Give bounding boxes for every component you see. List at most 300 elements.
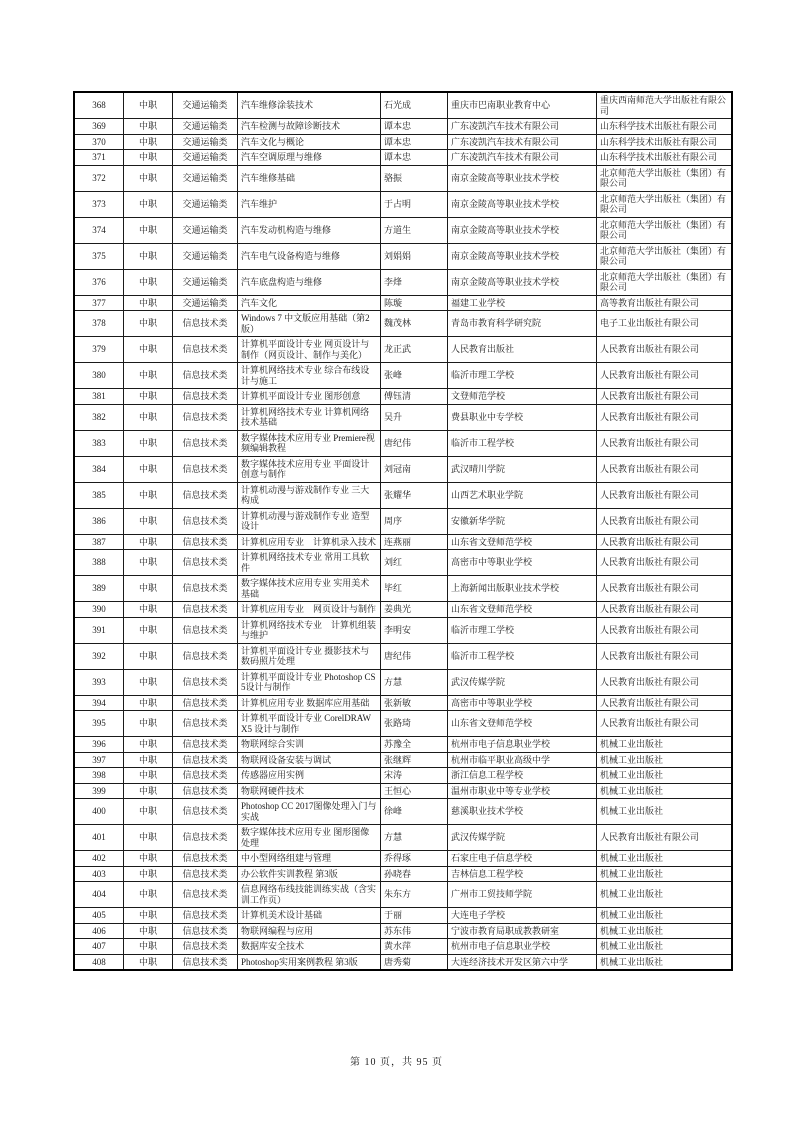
level-cell: 中职 bbox=[124, 939, 173, 955]
author-cell: 张新敏 bbox=[381, 695, 448, 711]
author-cell: 刘冠南 bbox=[381, 456, 448, 482]
category-cell: 信息技术类 bbox=[173, 534, 238, 550]
category-cell: 信息技术类 bbox=[173, 602, 238, 618]
unit-cell: 安徽新华学院 bbox=[448, 508, 597, 534]
title-cell: 计算机动漫与游戏制作专业 造型设计 bbox=[238, 508, 381, 534]
author-cell: 陈璇 bbox=[381, 295, 448, 311]
unit-cell: 重庆市巴南职业教育中心 bbox=[448, 92, 597, 119]
publisher-cell: 人民教育出版社有限公司 bbox=[597, 550, 733, 576]
title-cell: 中小型网络组建与管理 bbox=[238, 851, 381, 867]
unit-cell: 文登师范学校 bbox=[448, 389, 597, 405]
table-row bbox=[74, 954, 732, 970]
author-cell: 方道生 bbox=[381, 217, 448, 243]
level-cell: 中职 bbox=[124, 752, 173, 768]
title-cell: 汽车空调原理与维修 bbox=[238, 150, 381, 166]
level-cell: 中职 bbox=[124, 404, 173, 430]
category-cell: 交通运输类 bbox=[173, 92, 238, 119]
title-cell: 计算机平面设计专业 摄影技术与数码照片处理 bbox=[238, 643, 381, 669]
level-cell: 中职 bbox=[124, 295, 173, 311]
publisher-cell: 人民教育出版社有限公司 bbox=[597, 576, 733, 602]
publisher-cell: 人民教育出版社有限公司 bbox=[597, 430, 733, 456]
table-row bbox=[74, 534, 732, 550]
table-row bbox=[74, 602, 732, 618]
row-number-cell: 372 bbox=[74, 165, 124, 191]
table-row bbox=[74, 576, 732, 602]
author-cell: 谭本忠 bbox=[381, 134, 448, 150]
row-number-cell: 404 bbox=[74, 882, 124, 908]
level-cell: 中职 bbox=[124, 337, 173, 363]
title-cell: 数据库安全技术 bbox=[238, 939, 381, 955]
row-number-cell: 378 bbox=[74, 311, 124, 337]
level-cell: 中职 bbox=[124, 482, 173, 508]
author-cell: 姜典光 bbox=[381, 602, 448, 618]
row-number-cell: 406 bbox=[74, 923, 124, 939]
unit-cell: 高密市中等职业学校 bbox=[448, 550, 597, 576]
publisher-cell: 人民教育出版社有限公司 bbox=[597, 711, 733, 737]
unit-cell: 山东省文登师范学校 bbox=[448, 711, 597, 737]
title-cell: 信息网络布线技能训练实战（含实训工作页） bbox=[238, 882, 381, 908]
table-row bbox=[74, 389, 732, 405]
publisher-cell: 机械工业出版社 bbox=[597, 882, 733, 908]
category-cell: 信息技术类 bbox=[173, 337, 238, 363]
publisher-cell: 北京师范大学出版社（集团）有限公司 bbox=[597, 191, 733, 217]
publisher-cell: 人民教育出版社有限公司 bbox=[597, 617, 733, 643]
title-cell: 计算机平面设计专业 网页设计与制作（网页设计、制作与美化） bbox=[238, 337, 381, 363]
level-cell: 中职 bbox=[124, 150, 173, 166]
publisher-cell: 机械工业出版社 bbox=[597, 866, 733, 882]
row-number-cell: 387 bbox=[74, 534, 124, 550]
category-cell: 信息技术类 bbox=[173, 954, 238, 970]
author-cell: 骆振 bbox=[381, 165, 448, 191]
publisher-cell: 山东科学技术出版社有限公司 bbox=[597, 150, 733, 166]
table-row bbox=[74, 456, 732, 482]
table-row bbox=[74, 508, 732, 534]
table-row bbox=[74, 768, 732, 784]
publisher-cell: 机械工业出版社 bbox=[597, 923, 733, 939]
row-number-cell: 376 bbox=[74, 269, 124, 295]
level-cell: 中职 bbox=[124, 363, 173, 389]
table-row bbox=[74, 923, 732, 939]
title-cell: 计算机美术设计基础 bbox=[238, 908, 381, 924]
title-cell: 计算机平面设计专业 Photoshop CS5设计与制作 bbox=[238, 669, 381, 695]
table-row bbox=[74, 752, 732, 768]
row-number-cell: 396 bbox=[74, 737, 124, 753]
unit-cell: 广东凌凯汽车技术有限公司 bbox=[448, 134, 597, 150]
title-cell: 计算机网络技术专业 常用工具软件 bbox=[238, 550, 381, 576]
unit-cell: 武汉传媒学院 bbox=[448, 669, 597, 695]
title-cell: 汽车底盘构造与维修 bbox=[238, 269, 381, 295]
row-number-cell: 393 bbox=[74, 669, 124, 695]
unit-cell: 南京金陵高等职业技术学校 bbox=[448, 217, 597, 243]
level-cell: 中职 bbox=[124, 534, 173, 550]
title-cell: 传感器应用实例 bbox=[238, 768, 381, 784]
unit-cell: 石家庄电子信息学校 bbox=[448, 851, 597, 867]
author-cell: 乔得琢 bbox=[381, 851, 448, 867]
category-cell: 交通运输类 bbox=[173, 269, 238, 295]
table-row bbox=[74, 295, 732, 311]
unit-cell: 浙江信息工程学校 bbox=[448, 768, 597, 784]
level-cell: 中职 bbox=[124, 269, 173, 295]
row-number-cell: 389 bbox=[74, 576, 124, 602]
table-row bbox=[74, 165, 732, 191]
row-number-cell: 408 bbox=[74, 954, 124, 970]
row-number-cell: 373 bbox=[74, 191, 124, 217]
author-cell: 黄水萍 bbox=[381, 939, 448, 955]
table-row bbox=[74, 119, 732, 135]
row-number-cell: 374 bbox=[74, 217, 124, 243]
level-cell: 中职 bbox=[124, 430, 173, 456]
publisher-cell: 北京师范大学出版社（集团）有限公司 bbox=[597, 165, 733, 191]
publisher-cell: 机械工业出版社 bbox=[597, 768, 733, 784]
level-cell: 中职 bbox=[124, 783, 173, 799]
table-row bbox=[74, 882, 732, 908]
row-number-cell: 381 bbox=[74, 389, 124, 405]
title-cell: 数字媒体技术应用专业 平面设计创意与制作 bbox=[238, 456, 381, 482]
level-cell: 中职 bbox=[124, 825, 173, 851]
row-number-cell: 385 bbox=[74, 482, 124, 508]
table-row bbox=[74, 191, 732, 217]
table-row bbox=[74, 363, 732, 389]
level-cell: 中职 bbox=[124, 768, 173, 784]
category-cell: 信息技术类 bbox=[173, 669, 238, 695]
textbook-catalog-table bbox=[73, 91, 733, 971]
category-cell: 交通运输类 bbox=[173, 150, 238, 166]
publisher-cell: 机械工业出版社 bbox=[597, 783, 733, 799]
unit-cell: 杭州市电子信息职业学校 bbox=[448, 737, 597, 753]
table-row bbox=[74, 430, 732, 456]
level-cell: 中职 bbox=[124, 92, 173, 119]
row-number-cell: 398 bbox=[74, 768, 124, 784]
level-cell: 中职 bbox=[124, 165, 173, 191]
author-cell: 周序 bbox=[381, 508, 448, 534]
table-row bbox=[74, 669, 732, 695]
unit-cell: 临沂市理工学校 bbox=[448, 617, 597, 643]
author-cell: 张耀华 bbox=[381, 482, 448, 508]
row-number-cell: 370 bbox=[74, 134, 124, 150]
unit-cell: 青岛市教育科学研究院 bbox=[448, 311, 597, 337]
author-cell: 毕红 bbox=[381, 576, 448, 602]
category-cell: 信息技术类 bbox=[173, 939, 238, 955]
unit-cell: 福建工业学校 bbox=[448, 295, 597, 311]
category-cell: 交通运输类 bbox=[173, 191, 238, 217]
title-cell: Windows 7 中文版应用基础（第2版） bbox=[238, 311, 381, 337]
level-cell: 中职 bbox=[124, 643, 173, 669]
author-cell: 宋涛 bbox=[381, 768, 448, 784]
unit-cell: 温州市职业中等专业学校 bbox=[448, 783, 597, 799]
row-number-cell: 407 bbox=[74, 939, 124, 955]
author-cell: 唐秀菊 bbox=[381, 954, 448, 970]
title-cell: 计算机应用专业 计算机录入技术 bbox=[238, 534, 381, 550]
table-row bbox=[74, 799, 732, 825]
publisher-cell: 北京师范大学出版社（集团）有限公司 bbox=[597, 217, 733, 243]
author-cell: 张峰 bbox=[381, 363, 448, 389]
unit-cell: 临沂市工程学校 bbox=[448, 430, 597, 456]
publisher-cell: 机械工业出版社 bbox=[597, 799, 733, 825]
category-cell: 信息技术类 bbox=[173, 363, 238, 389]
publisher-cell: 机械工业出版社 bbox=[597, 939, 733, 955]
table-row bbox=[74, 311, 732, 337]
publisher-cell: 北京师范大学出版社（集团）有限公司 bbox=[597, 243, 733, 269]
title-cell: 汽车发动机构造与维修 bbox=[238, 217, 381, 243]
row-number-cell: 390 bbox=[74, 602, 124, 618]
author-cell: 王恒心 bbox=[381, 783, 448, 799]
publisher-cell: 人民教育出版社有限公司 bbox=[597, 669, 733, 695]
title-cell: 物联网设备安装与调试 bbox=[238, 752, 381, 768]
author-cell: 张继辉 bbox=[381, 752, 448, 768]
level-cell: 中职 bbox=[124, 799, 173, 825]
author-cell: 连燕丽 bbox=[381, 534, 448, 550]
category-cell: 信息技术类 bbox=[173, 752, 238, 768]
category-cell: 信息技术类 bbox=[173, 617, 238, 643]
publisher-cell: 机械工业出版社 bbox=[597, 908, 733, 924]
category-cell: 交通运输类 bbox=[173, 243, 238, 269]
title-cell: 办公软件实训教程 第3版 bbox=[238, 866, 381, 882]
title-cell: 数字媒体技术应用专业 实用美术基础 bbox=[238, 576, 381, 602]
title-cell: 汽车维修基础 bbox=[238, 165, 381, 191]
category-cell: 信息技术类 bbox=[173, 866, 238, 882]
row-number-cell: 388 bbox=[74, 550, 124, 576]
unit-cell: 临沂市理工学校 bbox=[448, 363, 597, 389]
table-row bbox=[74, 617, 732, 643]
unit-cell: 山东省文登师范学校 bbox=[448, 534, 597, 550]
table-row bbox=[74, 134, 732, 150]
row-number-cell: 383 bbox=[74, 430, 124, 456]
title-cell: 计算机平面设计专业 CorelDRAW X5 设计与制作 bbox=[238, 711, 381, 737]
category-cell: 信息技术类 bbox=[173, 923, 238, 939]
category-cell: 信息技术类 bbox=[173, 825, 238, 851]
level-cell: 中职 bbox=[124, 669, 173, 695]
publisher-cell: 人民教育出版社有限公司 bbox=[597, 456, 733, 482]
row-number-cell: 382 bbox=[74, 404, 124, 430]
author-cell: 谭本忠 bbox=[381, 119, 448, 135]
publisher-cell: 人民教育出版社有限公司 bbox=[597, 363, 733, 389]
level-cell: 中职 bbox=[124, 923, 173, 939]
category-cell: 交通运输类 bbox=[173, 134, 238, 150]
table-row bbox=[74, 695, 732, 711]
table-row bbox=[74, 737, 732, 753]
category-cell: 信息技术类 bbox=[173, 404, 238, 430]
unit-cell: 杭州市临平职业高级中学 bbox=[448, 752, 597, 768]
publisher-cell: 人民教育出版社有限公司 bbox=[597, 337, 733, 363]
unit-cell: 杭州市电子信息职业学校 bbox=[448, 939, 597, 955]
unit-cell: 大连经济技术开发区第六中学 bbox=[448, 954, 597, 970]
table-row bbox=[74, 150, 732, 166]
publisher-cell: 高等教育出版社有限公司 bbox=[597, 295, 733, 311]
title-cell: 汽车维护 bbox=[238, 191, 381, 217]
category-cell: 信息技术类 bbox=[173, 768, 238, 784]
category-cell: 信息技术类 bbox=[173, 695, 238, 711]
category-cell: 信息技术类 bbox=[173, 550, 238, 576]
table-row bbox=[74, 908, 732, 924]
page-number-footer: 第 10 页，共 95 页 bbox=[350, 1057, 443, 1068]
unit-cell: 广州市工贸技师学院 bbox=[448, 882, 597, 908]
category-cell: 信息技术类 bbox=[173, 737, 238, 753]
title-cell: 汽车文化 bbox=[238, 295, 381, 311]
title-cell: 计算机网络技术专业 综合布线设计与施工 bbox=[238, 363, 381, 389]
author-cell: 吴升 bbox=[381, 404, 448, 430]
author-cell: 李明安 bbox=[381, 617, 448, 643]
table-row bbox=[74, 404, 732, 430]
level-cell: 中职 bbox=[124, 191, 173, 217]
unit-cell: 南京金陵高等职业技术学校 bbox=[448, 191, 597, 217]
publisher-cell: 山东科学技术出版社有限公司 bbox=[597, 134, 733, 150]
unit-cell: 宁波市教育局职成教教研室 bbox=[448, 923, 597, 939]
table-row bbox=[74, 550, 732, 576]
level-cell: 中职 bbox=[124, 866, 173, 882]
level-cell: 中职 bbox=[124, 954, 173, 970]
title-cell: 汽车维修涂装技术 bbox=[238, 92, 381, 119]
author-cell: 苏东伟 bbox=[381, 923, 448, 939]
category-cell: 信息技术类 bbox=[173, 711, 238, 737]
row-number-cell: 399 bbox=[74, 783, 124, 799]
table-row bbox=[74, 482, 732, 508]
row-number-cell: 397 bbox=[74, 752, 124, 768]
unit-cell: 广东凌凯汽车技术有限公司 bbox=[448, 150, 597, 166]
catalog-table-body bbox=[74, 92, 732, 970]
publisher-cell: 人民教育出版社有限公司 bbox=[597, 534, 733, 550]
title-cell: 物联网编程与应用 bbox=[238, 923, 381, 939]
author-cell: 于丽 bbox=[381, 908, 448, 924]
row-number-cell: 369 bbox=[74, 119, 124, 135]
title-cell: 物联网硬件技术 bbox=[238, 783, 381, 799]
publisher-cell: 山东科学技术出版社有限公司 bbox=[597, 119, 733, 135]
row-number-cell: 377 bbox=[74, 295, 124, 311]
unit-cell: 上海新闻出版职业技术学校 bbox=[448, 576, 597, 602]
level-cell: 中职 bbox=[124, 311, 173, 337]
table-row bbox=[74, 269, 732, 295]
level-cell: 中职 bbox=[124, 617, 173, 643]
row-number-cell: 401 bbox=[74, 825, 124, 851]
row-number-cell: 368 bbox=[74, 92, 124, 119]
level-cell: 中职 bbox=[124, 456, 173, 482]
row-number-cell: 405 bbox=[74, 908, 124, 924]
unit-cell: 吉林信息工程学校 bbox=[448, 866, 597, 882]
unit-cell: 临沂市工程学校 bbox=[448, 643, 597, 669]
table-row bbox=[74, 337, 732, 363]
category-cell: 交通运输类 bbox=[173, 119, 238, 135]
title-cell: 计算机网络技术专业 计算机网络技术基础 bbox=[238, 404, 381, 430]
category-cell: 交通运输类 bbox=[173, 295, 238, 311]
level-cell: 中职 bbox=[124, 119, 173, 135]
title-cell: 计算机应用专业 数据库应用基础 bbox=[238, 695, 381, 711]
publisher-cell: 人民教育出版社有限公司 bbox=[597, 825, 733, 851]
author-cell: 唐纪伟 bbox=[381, 430, 448, 456]
row-number-cell: 394 bbox=[74, 695, 124, 711]
unit-cell: 广东凌凯汽车技术有限公司 bbox=[448, 119, 597, 135]
level-cell: 中职 bbox=[124, 711, 173, 737]
author-cell: 魏茂林 bbox=[381, 311, 448, 337]
level-cell: 中职 bbox=[124, 134, 173, 150]
publisher-cell: 北京师范大学出版社（集团）有限公司 bbox=[597, 269, 733, 295]
publisher-cell: 人民教育出版社有限公司 bbox=[597, 643, 733, 669]
publisher-cell: 人民教育出版社有限公司 bbox=[597, 389, 733, 405]
author-cell: 苏豫全 bbox=[381, 737, 448, 753]
title-cell: 计算机应用专业 网页设计与制作 bbox=[238, 602, 381, 618]
unit-cell: 人民教育出版社 bbox=[448, 337, 597, 363]
level-cell: 中职 bbox=[124, 695, 173, 711]
publisher-cell: 人民教育出版社有限公司 bbox=[597, 508, 733, 534]
table-row bbox=[74, 217, 732, 243]
table-row bbox=[74, 939, 732, 955]
title-cell: 数字媒体技术应用专业 图形图像处理 bbox=[238, 825, 381, 851]
author-cell: 方慧 bbox=[381, 825, 448, 851]
publisher-cell: 重庆西南师范大学出版社有限公司 bbox=[597, 92, 733, 119]
category-cell: 信息技术类 bbox=[173, 643, 238, 669]
level-cell: 中职 bbox=[124, 389, 173, 405]
author-cell: 傅钰清 bbox=[381, 389, 448, 405]
row-number-cell: 384 bbox=[74, 456, 124, 482]
publisher-cell: 电子工业出版社有限公司 bbox=[597, 311, 733, 337]
title-cell: 计算机平面设计专业 图形创意 bbox=[238, 389, 381, 405]
row-number-cell: 379 bbox=[74, 337, 124, 363]
publisher-cell: 机械工业出版社 bbox=[597, 752, 733, 768]
level-cell: 中职 bbox=[124, 243, 173, 269]
level-cell: 中职 bbox=[124, 217, 173, 243]
category-cell: 信息技术类 bbox=[173, 576, 238, 602]
title-cell: Photoshop实用案例教程 第3版 bbox=[238, 954, 381, 970]
unit-cell: 高密市中等职业学校 bbox=[448, 695, 597, 711]
author-cell: 李烽 bbox=[381, 269, 448, 295]
publisher-cell: 机械工业出版社 bbox=[597, 737, 733, 753]
row-number-cell: 386 bbox=[74, 508, 124, 534]
author-cell: 唐纪伟 bbox=[381, 643, 448, 669]
author-cell: 张路琦 bbox=[381, 711, 448, 737]
unit-cell: 武汉晴川学院 bbox=[448, 456, 597, 482]
title-cell: 汽车文化与概论 bbox=[238, 134, 381, 150]
title-cell: 计算机动漫与游戏制作专业 三大构成 bbox=[238, 482, 381, 508]
category-cell: 信息技术类 bbox=[173, 783, 238, 799]
row-number-cell: 403 bbox=[74, 866, 124, 882]
category-cell: 交通运输类 bbox=[173, 165, 238, 191]
table-row bbox=[74, 783, 732, 799]
level-cell: 中职 bbox=[124, 602, 173, 618]
title-cell: 计算机网络技术专业 计算机组装与维护 bbox=[238, 617, 381, 643]
table-row bbox=[74, 866, 732, 882]
row-number-cell: 380 bbox=[74, 363, 124, 389]
level-cell: 中职 bbox=[124, 737, 173, 753]
level-cell: 中职 bbox=[124, 508, 173, 534]
table-row bbox=[74, 92, 732, 119]
table-row bbox=[74, 711, 732, 737]
publisher-cell: 机械工业出版社 bbox=[597, 851, 733, 867]
unit-cell: 南京金陵高等职业技术学校 bbox=[448, 269, 597, 295]
author-cell: 谭本忠 bbox=[381, 150, 448, 166]
author-cell: 方慧 bbox=[381, 669, 448, 695]
level-cell: 中职 bbox=[124, 550, 173, 576]
author-cell: 刘红 bbox=[381, 550, 448, 576]
title-cell: 汽车电气设备构造与维修 bbox=[238, 243, 381, 269]
author-cell: 石光成 bbox=[381, 92, 448, 119]
row-number-cell: 400 bbox=[74, 799, 124, 825]
row-number-cell: 392 bbox=[74, 643, 124, 669]
title-cell: 数字媒体技术应用专业 Premiere视频编辑教程 bbox=[238, 430, 381, 456]
category-cell: 信息技术类 bbox=[173, 508, 238, 534]
category-cell: 信息技术类 bbox=[173, 851, 238, 867]
table-row bbox=[74, 825, 732, 851]
unit-cell: 山东省文登师范学校 bbox=[448, 602, 597, 618]
title-cell: Photoshop CC 2017图像处理入门与实战 bbox=[238, 799, 381, 825]
category-cell: 信息技术类 bbox=[173, 389, 238, 405]
row-number-cell: 375 bbox=[74, 243, 124, 269]
author-cell: 孙晓春 bbox=[381, 866, 448, 882]
author-cell: 刘娟娟 bbox=[381, 243, 448, 269]
row-number-cell: 395 bbox=[74, 711, 124, 737]
publisher-cell: 人民教育出版社有限公司 bbox=[597, 602, 733, 618]
publisher-cell: 人民教育出版社有限公司 bbox=[597, 482, 733, 508]
title-cell: 汽车检测与故障诊断技术 bbox=[238, 119, 381, 135]
unit-cell: 武汉传媒学院 bbox=[448, 825, 597, 851]
unit-cell: 南京金陵高等职业技术学校 bbox=[448, 243, 597, 269]
